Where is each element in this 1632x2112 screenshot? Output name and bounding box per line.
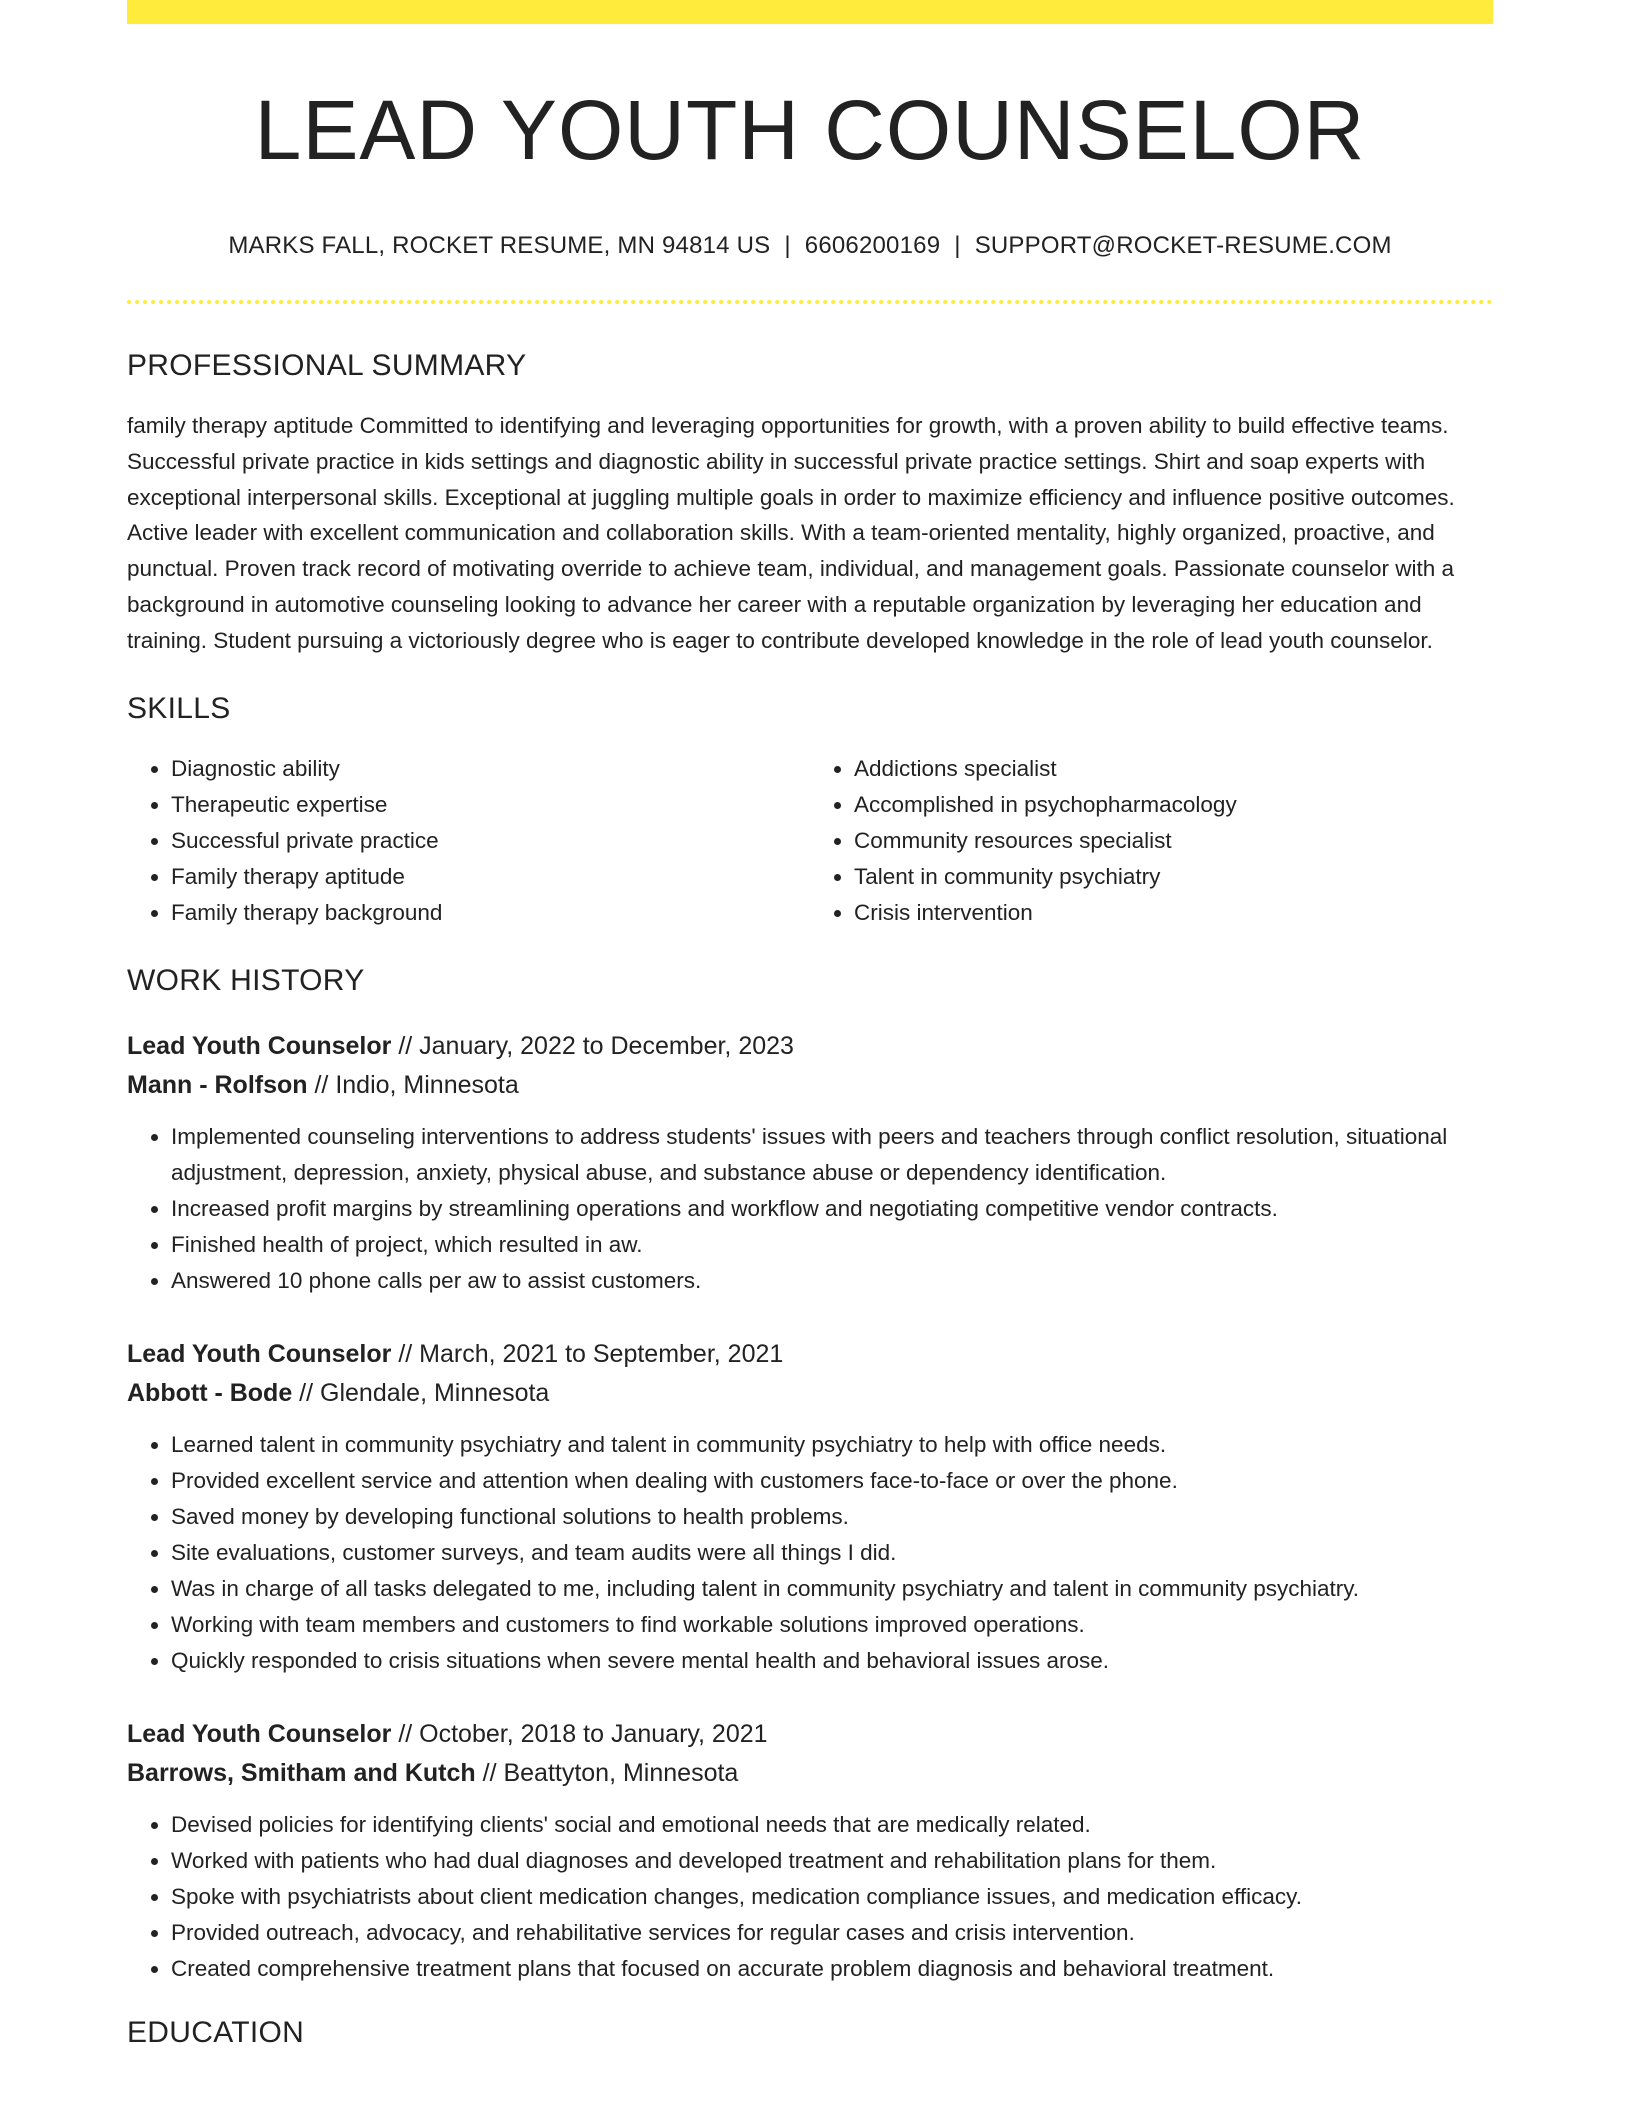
job-bullets xyxy=(127,1427,1493,1679)
job-bullet: • Working with team members and customers to find workable solutions improved operations. xyxy=(171,1607,1493,1643)
job-title-line xyxy=(127,1715,1493,1754)
job-bullet: • Implemented counseling interventions to address students' issues with peers and teachers through conflict resolution, situational adjustment, depression, anxiety, physical abuse, and substance abuse or dependency identification. xyxy=(171,1119,1493,1191)
job-bullet: • Was in charge of all tasks delegated to me, including talent in community psychiatry and talent in community psychiatry. xyxy=(171,1571,1493,1607)
skill-item: • Family therapy aptitude xyxy=(171,859,810,895)
job-company-line xyxy=(127,1374,1493,1413)
job-title-line xyxy=(127,1027,1493,1066)
job-entry xyxy=(127,1715,1493,1987)
job-bullet: • Devised policies for identifying clients' social and emotional needs that are medically related. xyxy=(171,1807,1493,1843)
job-bullet: • Provided excellent service and attention when dealing with customers face-to-face or over the phone. xyxy=(171,1463,1493,1499)
contact-phone: 6606200169 xyxy=(804,232,941,260)
skill-item: • Accomplished in psychopharmacology xyxy=(854,787,1493,823)
job-role: Lead Youth Counselor xyxy=(127,1339,392,1368)
skill-item: • Addictions specialist xyxy=(854,751,1493,787)
job-bullet: • Finished health of project, which resulted in aw. xyxy=(171,1227,1493,1263)
skill-item: • Community resources specialist xyxy=(854,823,1493,859)
skills-column-left xyxy=(127,751,810,931)
job-company: Mann - Rolfson xyxy=(127,1070,308,1099)
job-location: // Beattyton, Minnesota xyxy=(475,1758,739,1787)
skill-item: • Diagnostic ability xyxy=(171,751,810,787)
job-dates: // March, 2021 to September, 2021 xyxy=(391,1339,784,1368)
job-bullet: • Learned talent in community psychiatry and talent in community psychiatry to help with office needs. xyxy=(171,1427,1493,1463)
job-bullet: • Created comprehensive treatment plans that focused on accurate problem diagnosis and behavioral treatment. xyxy=(171,1951,1493,1987)
job-location: // Glendale, Minnesota xyxy=(292,1378,550,1407)
job-entry xyxy=(127,1027,1493,1299)
skill-item: • Talent in community psychiatry xyxy=(854,859,1493,895)
summary-heading: PROFESSIONAL SUMMARY xyxy=(127,348,527,382)
contact-email: SUPPORT@ROCKET-RESUME.COM xyxy=(974,232,1392,260)
job-role: Lead Youth Counselor xyxy=(127,1719,392,1748)
contact-separator: | xyxy=(954,232,961,260)
job-company: Barrows, Smitham and Kutch xyxy=(127,1758,476,1787)
work-history-heading: WORK HISTORY xyxy=(127,963,365,997)
job-bullets xyxy=(127,1119,1493,1299)
job-bullet: • Increased profit margins by streamlining operations and workflow and negotiating competitive vendor contracts. xyxy=(171,1191,1493,1227)
job-bullet: • Spoke with psychiatrists about client medication changes, medication compliance issues, and medication efficacy. xyxy=(171,1879,1493,1915)
contact-separator: | xyxy=(784,232,791,260)
contact-address: MARKS FALL, ROCKET RESUME, MN 94814 US xyxy=(228,232,771,260)
skill-item: • Successful private practice xyxy=(171,823,810,859)
job-bullet: • Answered 10 phone calls per aw to assist customers. xyxy=(171,1263,1493,1299)
job-company-line xyxy=(127,1754,1493,1793)
job-bullet: • Provided outreach, advocacy, and rehabilitative services for regular cases and crisis intervention. xyxy=(171,1915,1493,1951)
skill-item: • Crisis intervention xyxy=(854,895,1493,931)
summary-text: family therapy aptitude Committed to identifying and leveraging opportunities for growth, with a proven ability to build effective teams. Successful private practice in kids settings and diagnostic ability in successful private practice settings. Shirt and soap experts with exceptional interpersonal skills. Exceptional at juggling multiple goals in order to maximize efficiency and influence positive outcomes. Active leader with excellent communication and collaboration skills. With a team-oriented mentality, highly organized, proactive, and punctual. Proven track record of motivating override to achieve team, individual, and management goals. Passionate counselor with a background in automotive counseling looking to advance her career with a reputable organization by leveraging her education and training. Student pursuing a victoriously degree who is eager to contribute developed knowledge in the role of lead youth counselor. xyxy=(127,412,1455,653)
job-title-line xyxy=(127,1335,1493,1374)
job-bullets xyxy=(127,1807,1493,1987)
job-bullet: • Saved money by developing functional solutions to health problems. xyxy=(171,1499,1493,1535)
job-company: Abbott - Bode xyxy=(127,1378,293,1407)
resume-page xyxy=(127,0,1493,2051)
skills-heading: SKILLS xyxy=(127,691,231,725)
skill-item: • Therapeutic expertise xyxy=(171,787,810,823)
job-location: // Indio, Minnesota xyxy=(307,1070,519,1099)
job-role: Lead Youth Counselor xyxy=(127,1031,392,1060)
contact-line xyxy=(127,232,1493,261)
dotted-divider xyxy=(127,300,1493,304)
job-dates: // October, 2018 to January, 2021 xyxy=(391,1719,768,1748)
skills-list xyxy=(127,751,1493,931)
skills-column-right xyxy=(810,751,1493,931)
job-dates: // January, 2022 to December, 2023 xyxy=(391,1031,794,1060)
education-heading: EDUCATION xyxy=(127,2015,305,2049)
job-company-line xyxy=(127,1066,1493,1105)
job-bullet: • Quickly responded to crisis situations when severe mental health and behavioral issues arose. xyxy=(171,1643,1493,1679)
skill-item: • Family therapy background xyxy=(171,895,810,931)
job-bullet: • Site evaluations, customer surveys, and team audits were all things I did. xyxy=(171,1535,1493,1571)
accent-top-bar xyxy=(127,0,1493,24)
job-bullet: • Worked with patients who had dual diagnoses and developed treatment and rehabilitation plans for them. xyxy=(171,1843,1493,1879)
resume-name: LEAD YOUTH COUNSELOR xyxy=(254,83,1366,177)
job-entry xyxy=(127,1335,1493,1679)
